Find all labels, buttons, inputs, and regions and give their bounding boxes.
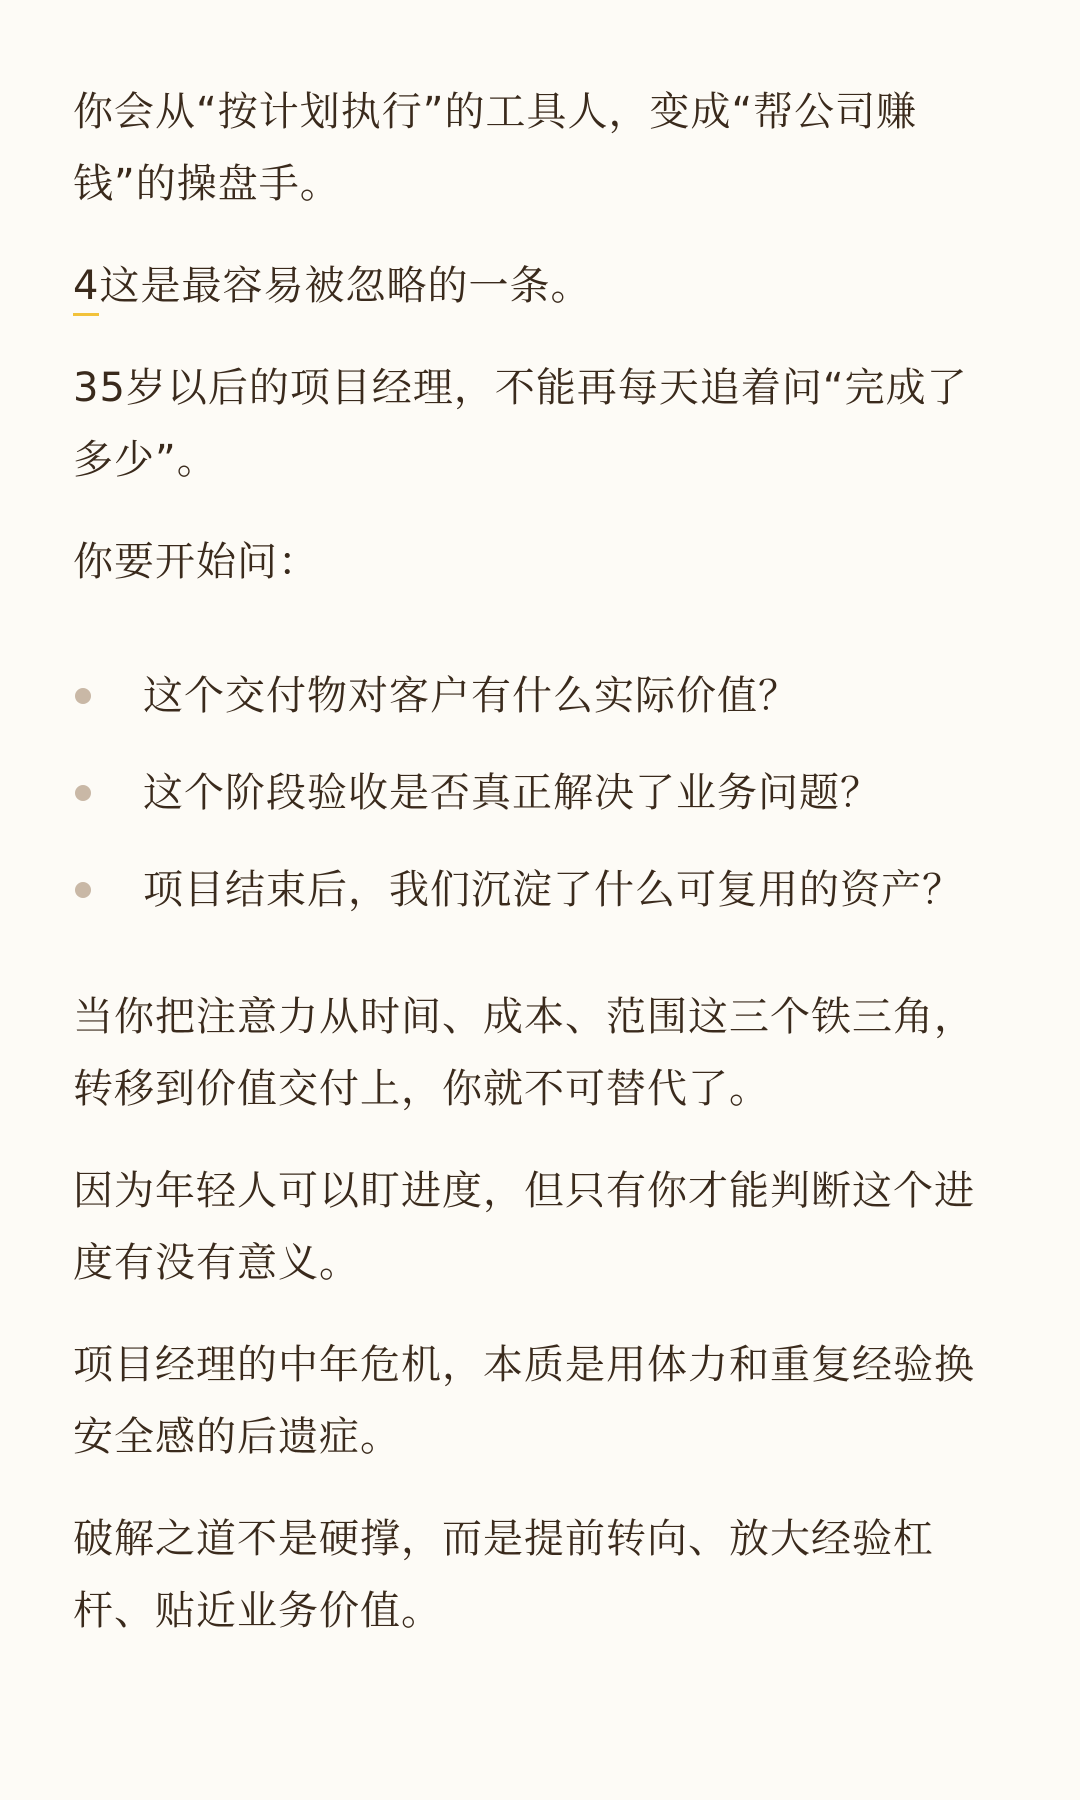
paragraph-value-delivery: 当你把注意力从时间、成本、范围这三个铁三角，转移到价值交付上，你就不可替代了。 <box>73 994 975 1112</box>
list-item <box>73 854 994 926</box>
bullet-dot-icon <box>75 882 91 898</box>
paragraph-point-four <box>73 250 994 322</box>
bullet-dot-icon <box>75 785 91 801</box>
bullet-dot-icon <box>75 688 91 704</box>
list-item <box>73 660 994 732</box>
paragraph-start-asking: 你要开始问： <box>73 539 319 585</box>
point-four-text: 这是最容易被忽略的一条。 <box>99 263 592 309</box>
paragraph-solution: 破解之道不是硬撑，而是提前转向、放大经验杠杆、贴近业务价值。 <box>73 1516 934 1634</box>
list-item <box>73 757 994 829</box>
list-item-text: 这个阶段验收是否真正解决了业务问题？ <box>143 770 881 816</box>
list-item-text: 这个交付物对客户有什么实际价值？ <box>143 673 799 719</box>
paragraph-role-shift: 你会从“按计划执行”的工具人，变成“帮公司赚钱”的操盘手。 <box>73 89 918 207</box>
point-number: 4 <box>73 250 99 322</box>
paragraph-age-35: 35岁以后的项目经理，不能再每天追着问“完成了多少”。 <box>73 365 968 483</box>
paragraph-judge-progress: 因为年轻人可以盯进度，但只有你才能判断这个进度有没有意义。 <box>73 1168 975 1286</box>
paragraph-midlife-crisis: 项目经理的中年危机，本质是用体力和重复经验换安全感的后遗症。 <box>73 1342 975 1460</box>
list-item-text: 项目结束后，我们沉淀了什么可复用的资产？ <box>143 867 963 913</box>
question-list <box>73 660 994 926</box>
